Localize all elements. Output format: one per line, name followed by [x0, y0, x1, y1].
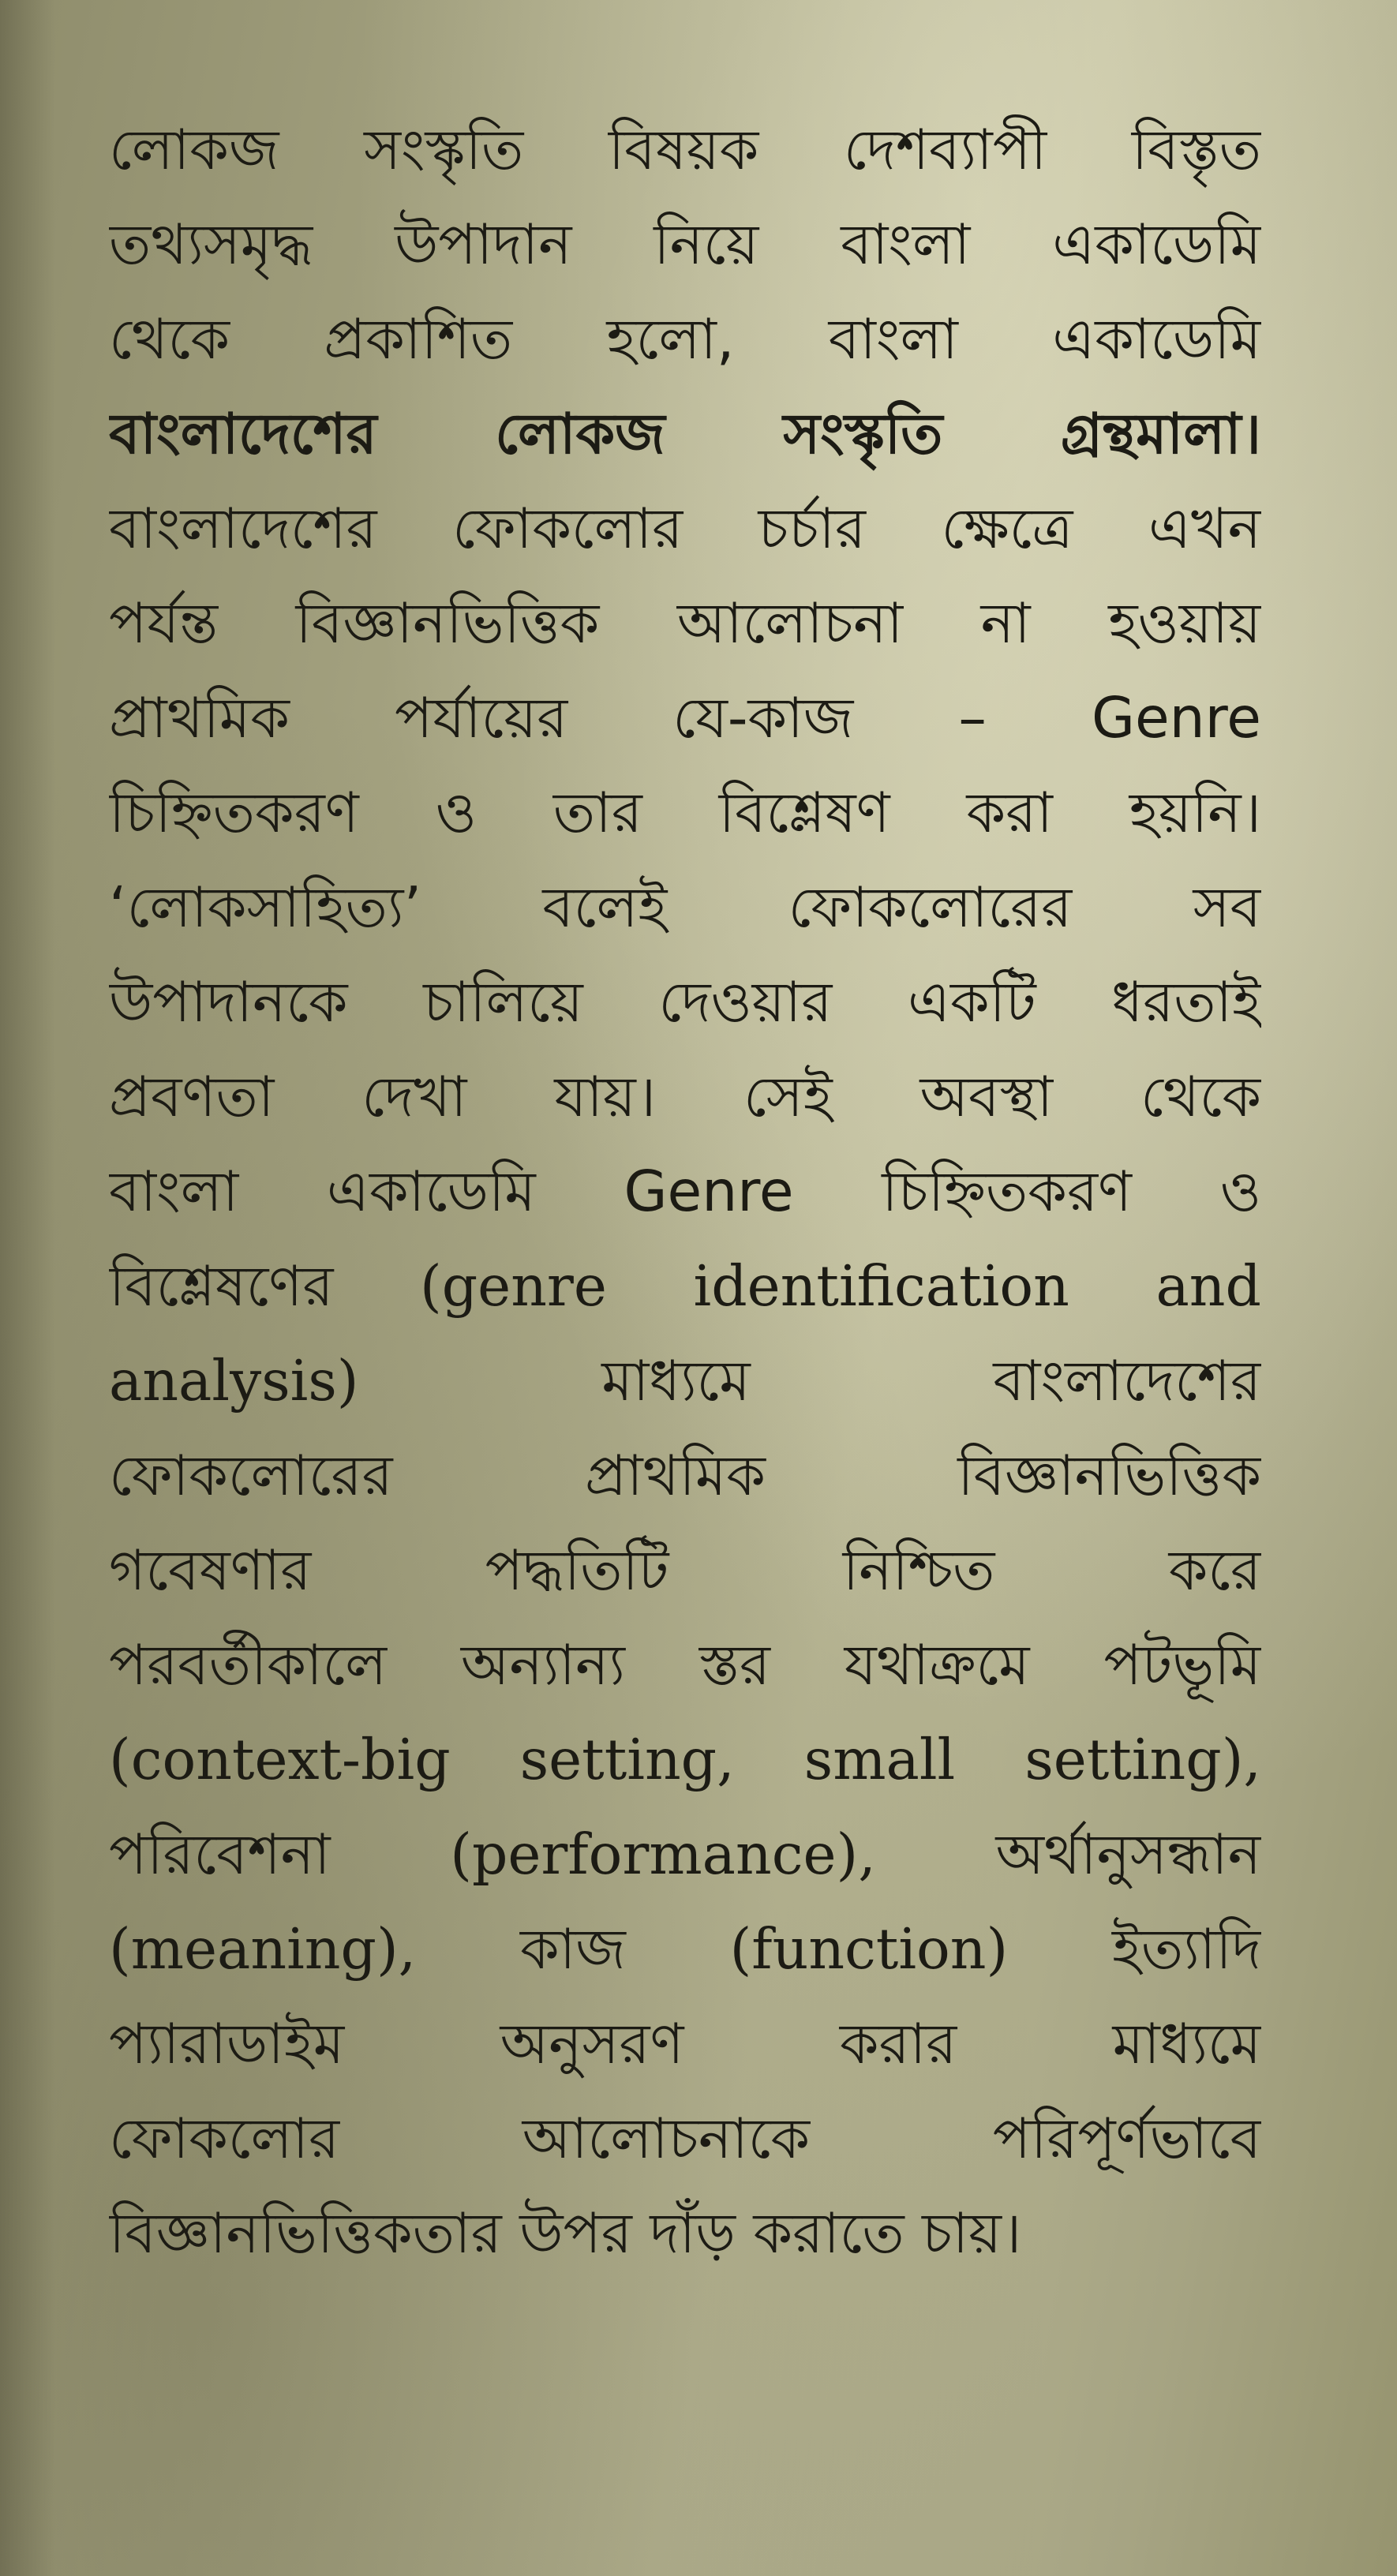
text-line-20: (meaning), কাজ (function) ইত্যাদি: [109, 1916, 1261, 1982]
text-line-7: প্রাথমিক পর্যায়ের যে-কাজ – Genre: [109, 685, 1261, 751]
text-line-5: বাংলাদেশের ফোকলোর চর্চার ক্ষেত্রে এখন: [109, 496, 1261, 561]
text-line-4-series-title: বাংলাদেশের লোকজ সংস্কৃতি গ্রন্থমালা।: [109, 401, 1261, 466]
text-line-6: পর্যন্ত বিজ্ঞানভিত্তিক আলোচনা না হওয়ায়: [109, 590, 1261, 656]
text-line-2: তথ্যসমৃদ্ধ উপাদান নিয়ে বাংলা একাডেমি: [109, 212, 1261, 277]
text-line-9: ‘লোকসাহিত্য’ বলেই ফোকলোরের সব: [109, 874, 1261, 940]
text-line-8: চিহ্নিতকরণ ও তার বিশ্লেষণ করা হয়নি।: [109, 780, 1261, 845]
text-line-13: বিশ্লেষণের (genre identification and: [109, 1253, 1261, 1319]
text-line-10: উপাদানকে চালিয়ে দেওয়ার একটি ধরতাই: [109, 969, 1261, 1035]
text-line-3: থেকে প্রকাশিত হলো, বাংলা একাডেমি: [109, 306, 1261, 372]
text-line-23: বিজ্ঞানভিত্তিকতার উপর দাঁড় করাতে চায়।: [109, 2200, 1022, 2266]
text-line-14: analysis) মাধ্যমে বাংলাদেশের: [109, 1348, 1261, 1413]
text-line-1: লোকজ সংস্কৃতি বিষয়ক দেশব্যাপী বিস্তৃত: [109, 117, 1261, 182]
text-line-21: প্যারাডাইম অনুসরণ করার মাধ্যমে: [109, 2011, 1261, 2076]
text-line-11: প্রবণতা দেখা যায়। সেই অবস্থা থেকে: [109, 1064, 1261, 1129]
text-line-19: পরিবেশনা (performance), অর্থানুসন্ধান: [109, 1822, 1261, 1887]
text-line-18: (context-big setting, small setting),: [109, 1727, 1261, 1792]
text-line-12: বাংলা একাডেমি Genre চিহ্নিতকরণ ও: [109, 1159, 1261, 1224]
page-edge-shadow: [0, 0, 55, 2576]
text-line-22: ফোকলোর আলোচনাকে পরিপূর্ণভাবে: [109, 2106, 1261, 2171]
text-line-17: পরবর্তীকালে অন্যান্য স্তর যথাক্রমে পটভূমি: [109, 1632, 1261, 1698]
text-line-15: ফোকলোরের প্রাথমিক বিজ্ঞানভিত্তিক: [109, 1443, 1261, 1508]
text-line-16: গবেষণার পদ্ধতিটি নিশ্চিত করে: [109, 1537, 1261, 1603]
